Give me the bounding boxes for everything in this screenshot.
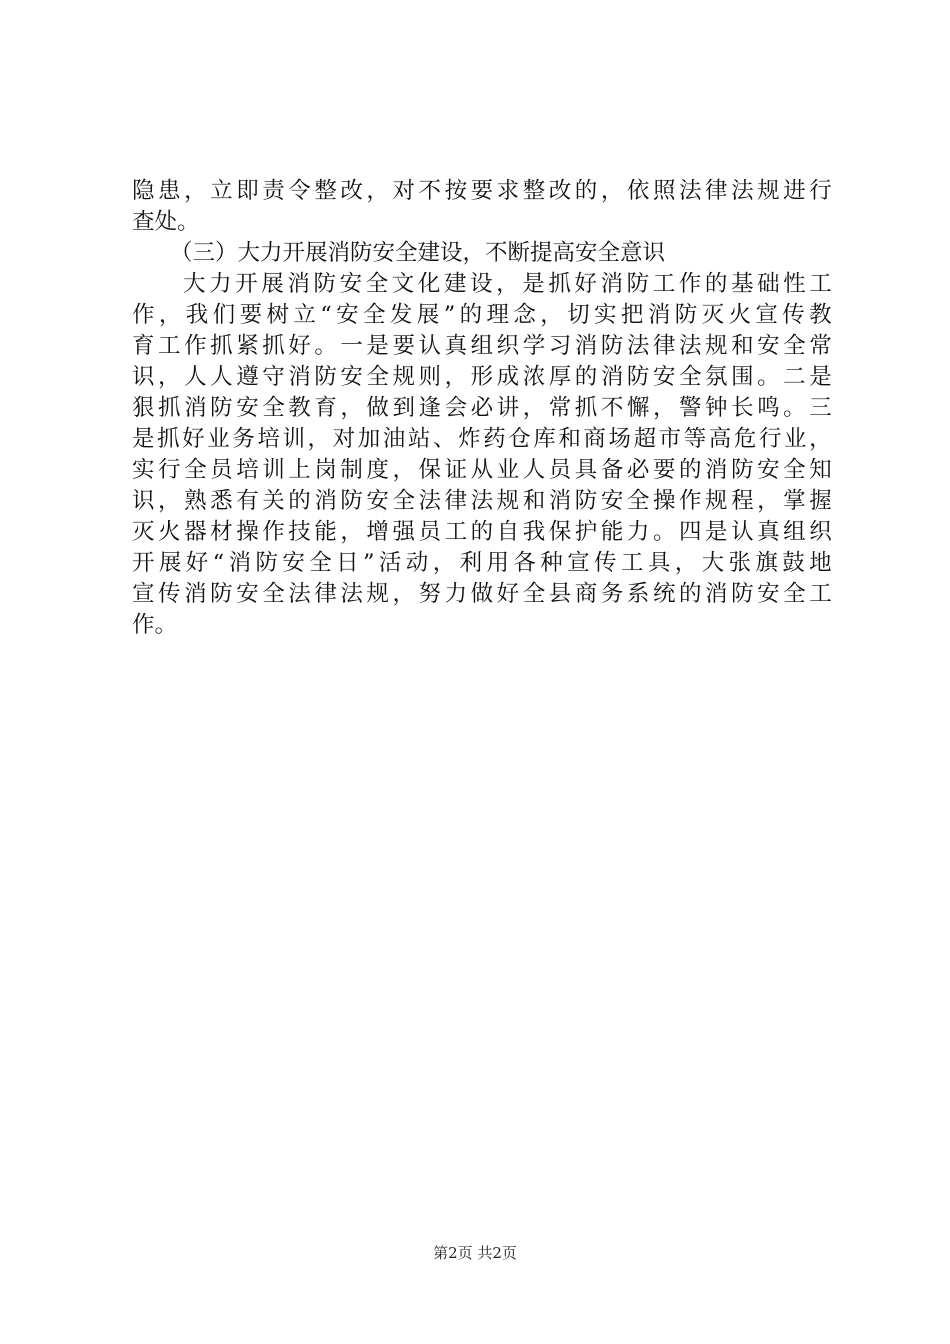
text-line: 作 ， 我 们 要 树 立 “ 安 全 发 展 ” 的 理 念 ， 切 实 把 消 防 灭 火 宣 传 教 [132,302,832,328]
text-line: （三）大力开展消防安全建设，不断提高安全意识 [170,240,666,266]
text-line: 灭 火 器 材 操 作 技 能 ， 增 强 员 工 的 自 我 保 护 能 力 。 四 是 认 真 组 织 [132,519,832,545]
text-line: 狠 抓 消 防 安 全 教 育 ， 做 到 逢 会 必 讲 ， 常 抓 不 懈 ， 警 钟 长 鸣 。 三 [132,395,832,421]
text-line: 开 展 好 “ 消 防 安 全 日 ” 活 动 ， 利 用 各 种 宣 传 工 具 ， 大 张 旗 鼓 地 [132,550,832,576]
text-line: 查处。 [132,209,200,235]
document-body [132,176,832,641]
text-line: 育 工 作 抓 紧 抓 好 。 一 是 要 认 真 组 织 学 习 消 防 法 律 法 规 和 安 全 常 [132,333,832,359]
text-line: 识 ， 熟 悉 有 关 的 消 防 安 全 法 律 法 规 和 消 防 安 全 操 作 规 程 ， 掌 握 [132,488,832,514]
text-line: 宣 传 消 防 安 全 法 律 法 规 ， 努 力 做 好 全 县 商 务 系 统 的 消 防 安 全 工 [132,581,832,607]
text-line: 作。 [132,612,178,638]
text-line: 隐 患 ， 立 即 责 令 整 改 ， 对 不 按 要 求 整 改 的 ， 依 照 法 律 法 规 进 行 [132,178,832,204]
text-line: 大 力 开 展 消 防 安 全 文 化 建 设 ， 是 抓 好 消 防 工 作 的 基 础 性 工 [183,271,832,297]
text-line: 实 行 全 员 培 训 上 岗 制 度 ， 保 证 从 业 人 员 具 备 必 要 的 消 防 安 全 知 [132,457,832,483]
page-footer: 第2页 共2页 [433,1244,517,1262]
text-line: 识 ， 人 人 遵 守 消 防 安 全 规 则 ， 形 成 浓 厚 的 消 防 安 全 氛 围 。 二 是 [132,364,832,390]
text-line: 是 抓 好 业 务 培 训 ， 对 加 油 站 、 炸 药 仓 库 和 商 场 超 市 等 高 危 行 业 ， [132,426,832,452]
